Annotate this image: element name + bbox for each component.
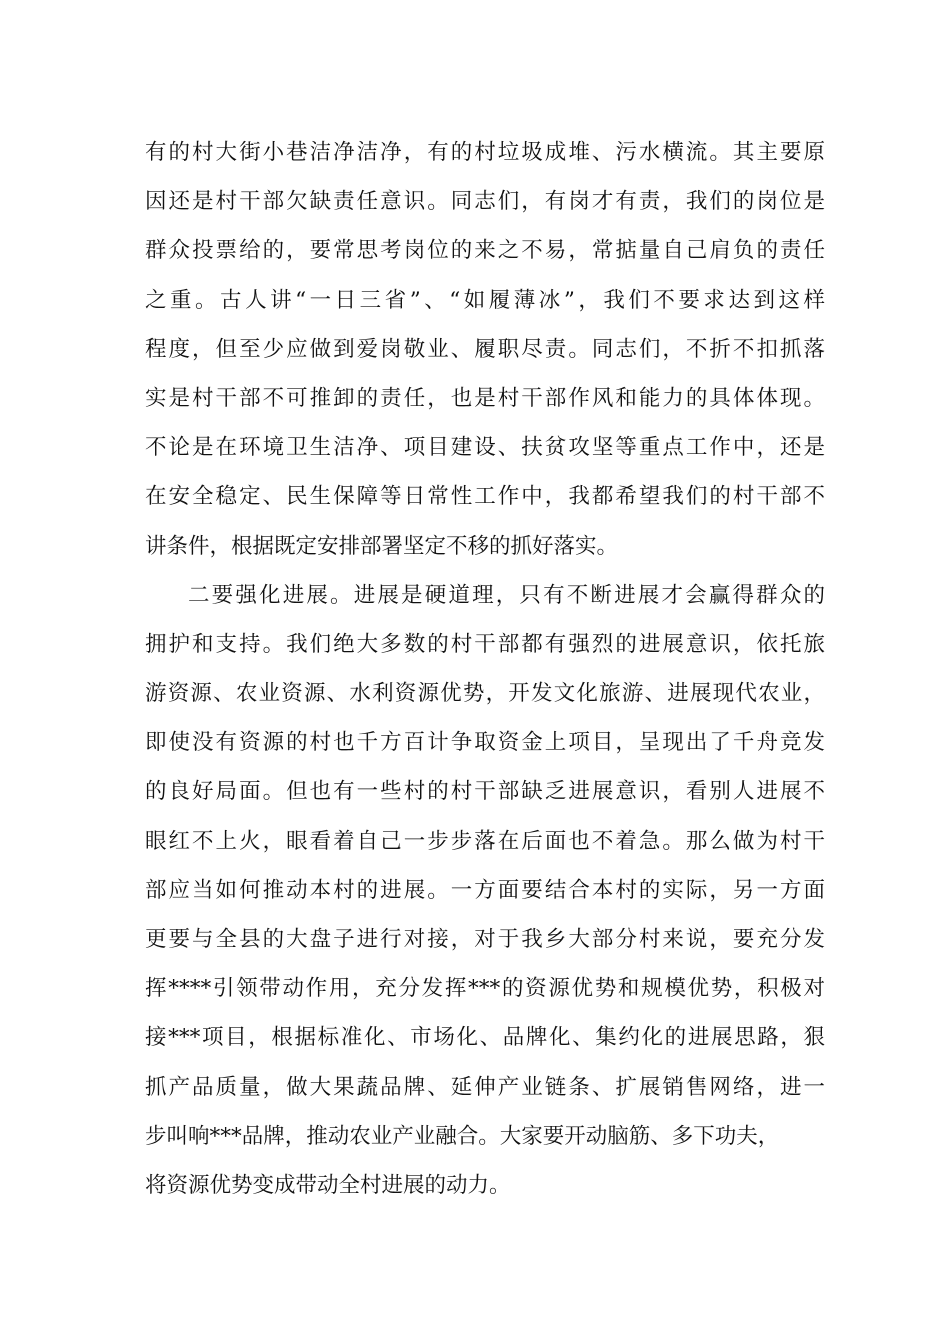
paragraph-1: [145, 128, 825, 571]
text-line: 接***项目，根据标准化、市场化、品牌化、集约化的进展思路，狠: [145, 1025, 825, 1051]
text-line: 即使没有资源的村也千方百计争取资金上项目，呈现出了千舟竞发: [145, 730, 825, 756]
text-line: 讲条件，根据既定安排部署坚定不移的抓好落实。: [145, 533, 619, 559]
paragraph-2: [145, 571, 825, 1210]
text-line: 因还是村干部欠缺责任意识。同志们，有岗才有责，我们的岗位是: [145, 189, 825, 215]
text-line: 之重。古人讲“一日三省”、“如履薄冰”，我们不要求达到这样: [145, 287, 825, 313]
text-line: 将资源优势变成带动全村进展的动力。: [145, 1172, 511, 1198]
text-line: 实是村干部不可推卸的责任，也是村干部作风和能力的具体体现。: [145, 385, 825, 411]
text-line: 有的村大街小巷洁净洁净，有的村垃圾成堆、污水横流。其主要原: [145, 140, 825, 165]
text-line: 抓产品质量，做大果蔬品牌、延伸产业链条、扩展销售网络，进一: [145, 1074, 825, 1100]
text-line: 二要强化进展。进展是硬道理，只有不断进展才会赢得群众的: [188, 582, 825, 608]
text-line: 群众投票给的，要常思考岗位的来之不易，常掂量自己肩负的责任: [145, 238, 825, 264]
text-line: 程度，但至少应做到爱岗敬业、履职尽责。同志们，不折不扣抓落: [145, 336, 825, 362]
text-line: 部应当如何推动本村的进展。一方面要结合本村的实际，另一方面: [145, 877, 825, 903]
text-line: 更要与全县的大盘子进行对接，对于我乡大部分村来说，要充分发: [145, 927, 825, 952]
text-line: 在安全稳定、民生保障等日常性工作中，我都希望我们的村干部不: [145, 484, 825, 510]
text-line: 步叫响***品牌，推动农业产业融合。大家要开动脑筋、多下功夫，: [145, 1123, 780, 1149]
text-line: 拥护和支持。我们绝大多数的村干部都有强烈的进展意识，依托旅: [145, 631, 825, 657]
text-line: 挥****引领带动作用，充分发挥***的资源优势和规模优势，积极对: [145, 976, 825, 1002]
body-text: [145, 128, 825, 1210]
text-line: 游资源、农业资源、水利资源优势，开发文化旅游、进展现代农业，: [145, 681, 825, 707]
text-line: 眼红不上火，眼看着自己一步步落在后面也不着急。那么做为村干: [145, 828, 825, 854]
text-line: 的良好局面。但也有一些村的村干部缺乏进展意识，看别人进展不: [145, 779, 825, 805]
text-line: 不论是在环境卫生洁净、项目建设、扶贫攻坚等重点工作中，还是: [145, 435, 825, 461]
